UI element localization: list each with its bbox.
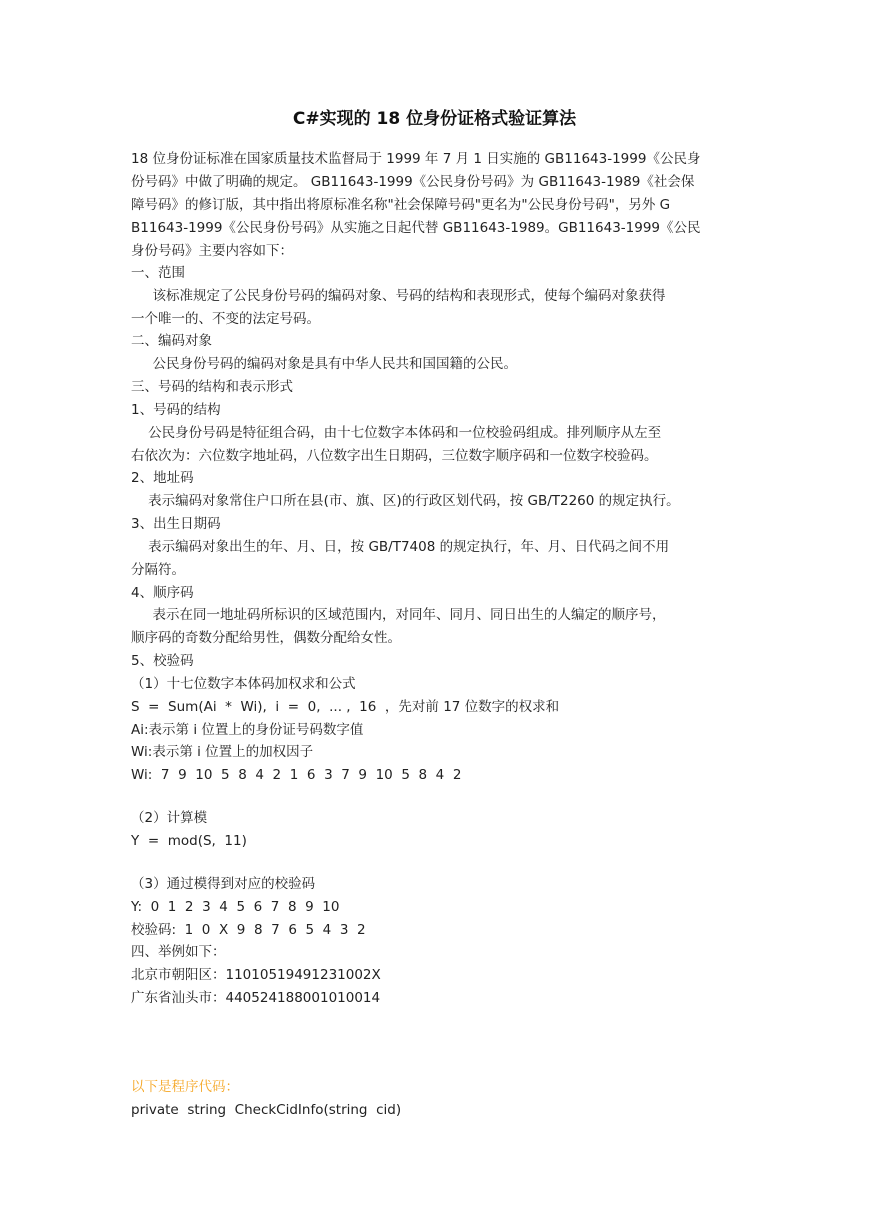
code-section-label: 以下是程序代码： — [131, 1079, 239, 1095]
section-heading: 二、编码对象 — [131, 333, 212, 349]
body-text-line: 表示在同一地址码所标识的区域范围内，对同年、同月、同日出生的人编定的顺序号， — [131, 607, 666, 623]
body-text-line: （2）计算模 — [131, 810, 208, 826]
body-text-line: 表示编码对象常住户口所在县(市、旗、区)的行政区划代码，按 GB/T2260 的规定执行。 — [131, 493, 680, 509]
body-text-line: 一个唯一的、不变的法定号码。 — [131, 311, 320, 327]
subsection-heading: 5、校验码 — [131, 653, 194, 669]
section-heading: 一、范围 — [131, 265, 185, 281]
body-text-line: 公民身份号码的编码对象是具有中华人民共和国国籍的公民。 — [131, 356, 517, 372]
example-line: 广东省汕头市：440524188001010014 — [131, 990, 381, 1006]
body-text-line: Ai:表示第 i 位置上的身份证号码数字值 — [131, 722, 364, 738]
body-text-line: 障号码》的修订版，其中指出将原标准名称"社会保障号码"更名为"公民身份号码"，另外 G — [131, 197, 671, 213]
body-text-line: 份号码》中做了明确的规定。 GB11643-1999《公民身份号码》为 GB11643-1989《社会保 — [131, 174, 695, 190]
check-codes-line: 校验码: 1 0 X 9 8 7 6 5 4 3 2 — [131, 922, 366, 938]
body-text-line: 顺序码的奇数分配给男性，偶数分配给女性。 — [131, 630, 401, 646]
body-text-line: 分隔符。 — [131, 562, 185, 578]
body-text-line: （1）十七位数字本体码加权求和公式 — [131, 676, 356, 692]
subsection-heading: 2、地址码 — [131, 470, 194, 486]
mod-values-line: Y: 0 1 2 3 4 5 6 7 8 9 10 — [131, 899, 340, 915]
body-text-line: 身份号码》主要内容如下： — [131, 243, 293, 259]
body-text-line: 公民身份号码是特征组合码，由十七位数字本体码和一位校验码组成。排列顺序从左至 — [131, 425, 662, 441]
section-heading: 三、号码的结构和表示形式 — [131, 379, 293, 395]
formula-line: Y = mod(S, 11) — [131, 833, 247, 849]
body-text-line: Wi:表示第 i 位置上的加权因子 — [131, 744, 314, 760]
body-text-line: B11643-1999《公民身份号码》从实施之日起代替 GB11643-1989。GB11643-1999《公民 — [131, 220, 701, 236]
document-title: C#实现的 18 位身份证格式验证算法 — [292, 109, 577, 129]
subsection-heading: 4、顺序码 — [131, 585, 194, 601]
body-text-line: 右依次为：六位数字地址码，八位数字出生日期码，三位数字顺序码和一位数字校验码。 — [131, 448, 658, 464]
subsection-heading: 1、号码的结构 — [131, 402, 221, 418]
body-text-line: （3）通过模得到对应的校验码 — [131, 876, 316, 892]
formula-line: S = Sum(Ai * Wi), i = 0, ... , 16 ，先对前 17 位数字的权求和 — [131, 699, 560, 715]
example-line: 北京市朝阳区：11010519491231002X — [131, 967, 381, 983]
weights-line: Wi: 7 9 10 5 8 4 2 1 6 3 7 9 10 5 8 4 2 — [131, 767, 462, 783]
section-heading: 四、举例如下： — [131, 944, 226, 960]
subsection-heading: 3、出生日期码 — [131, 516, 221, 532]
body-text-line: 18 位身份证标准在国家质量技术监督局于 1999 年 7 月 1 日实施的 GB11643-1999《公民身 — [131, 151, 701, 167]
body-text-line: 该标准规定了公民身份号码的编码对象、号码的结构和表现形式，使每个编码对象获得 — [131, 288, 666, 304]
body-text-line: 表示编码对象出生的年、月、日，按 GB/T7408 的规定执行，年、月、日代码之间不用 — [131, 539, 670, 555]
code-line: private string CheckCidInfo(string cid) — [131, 1102, 402, 1118]
